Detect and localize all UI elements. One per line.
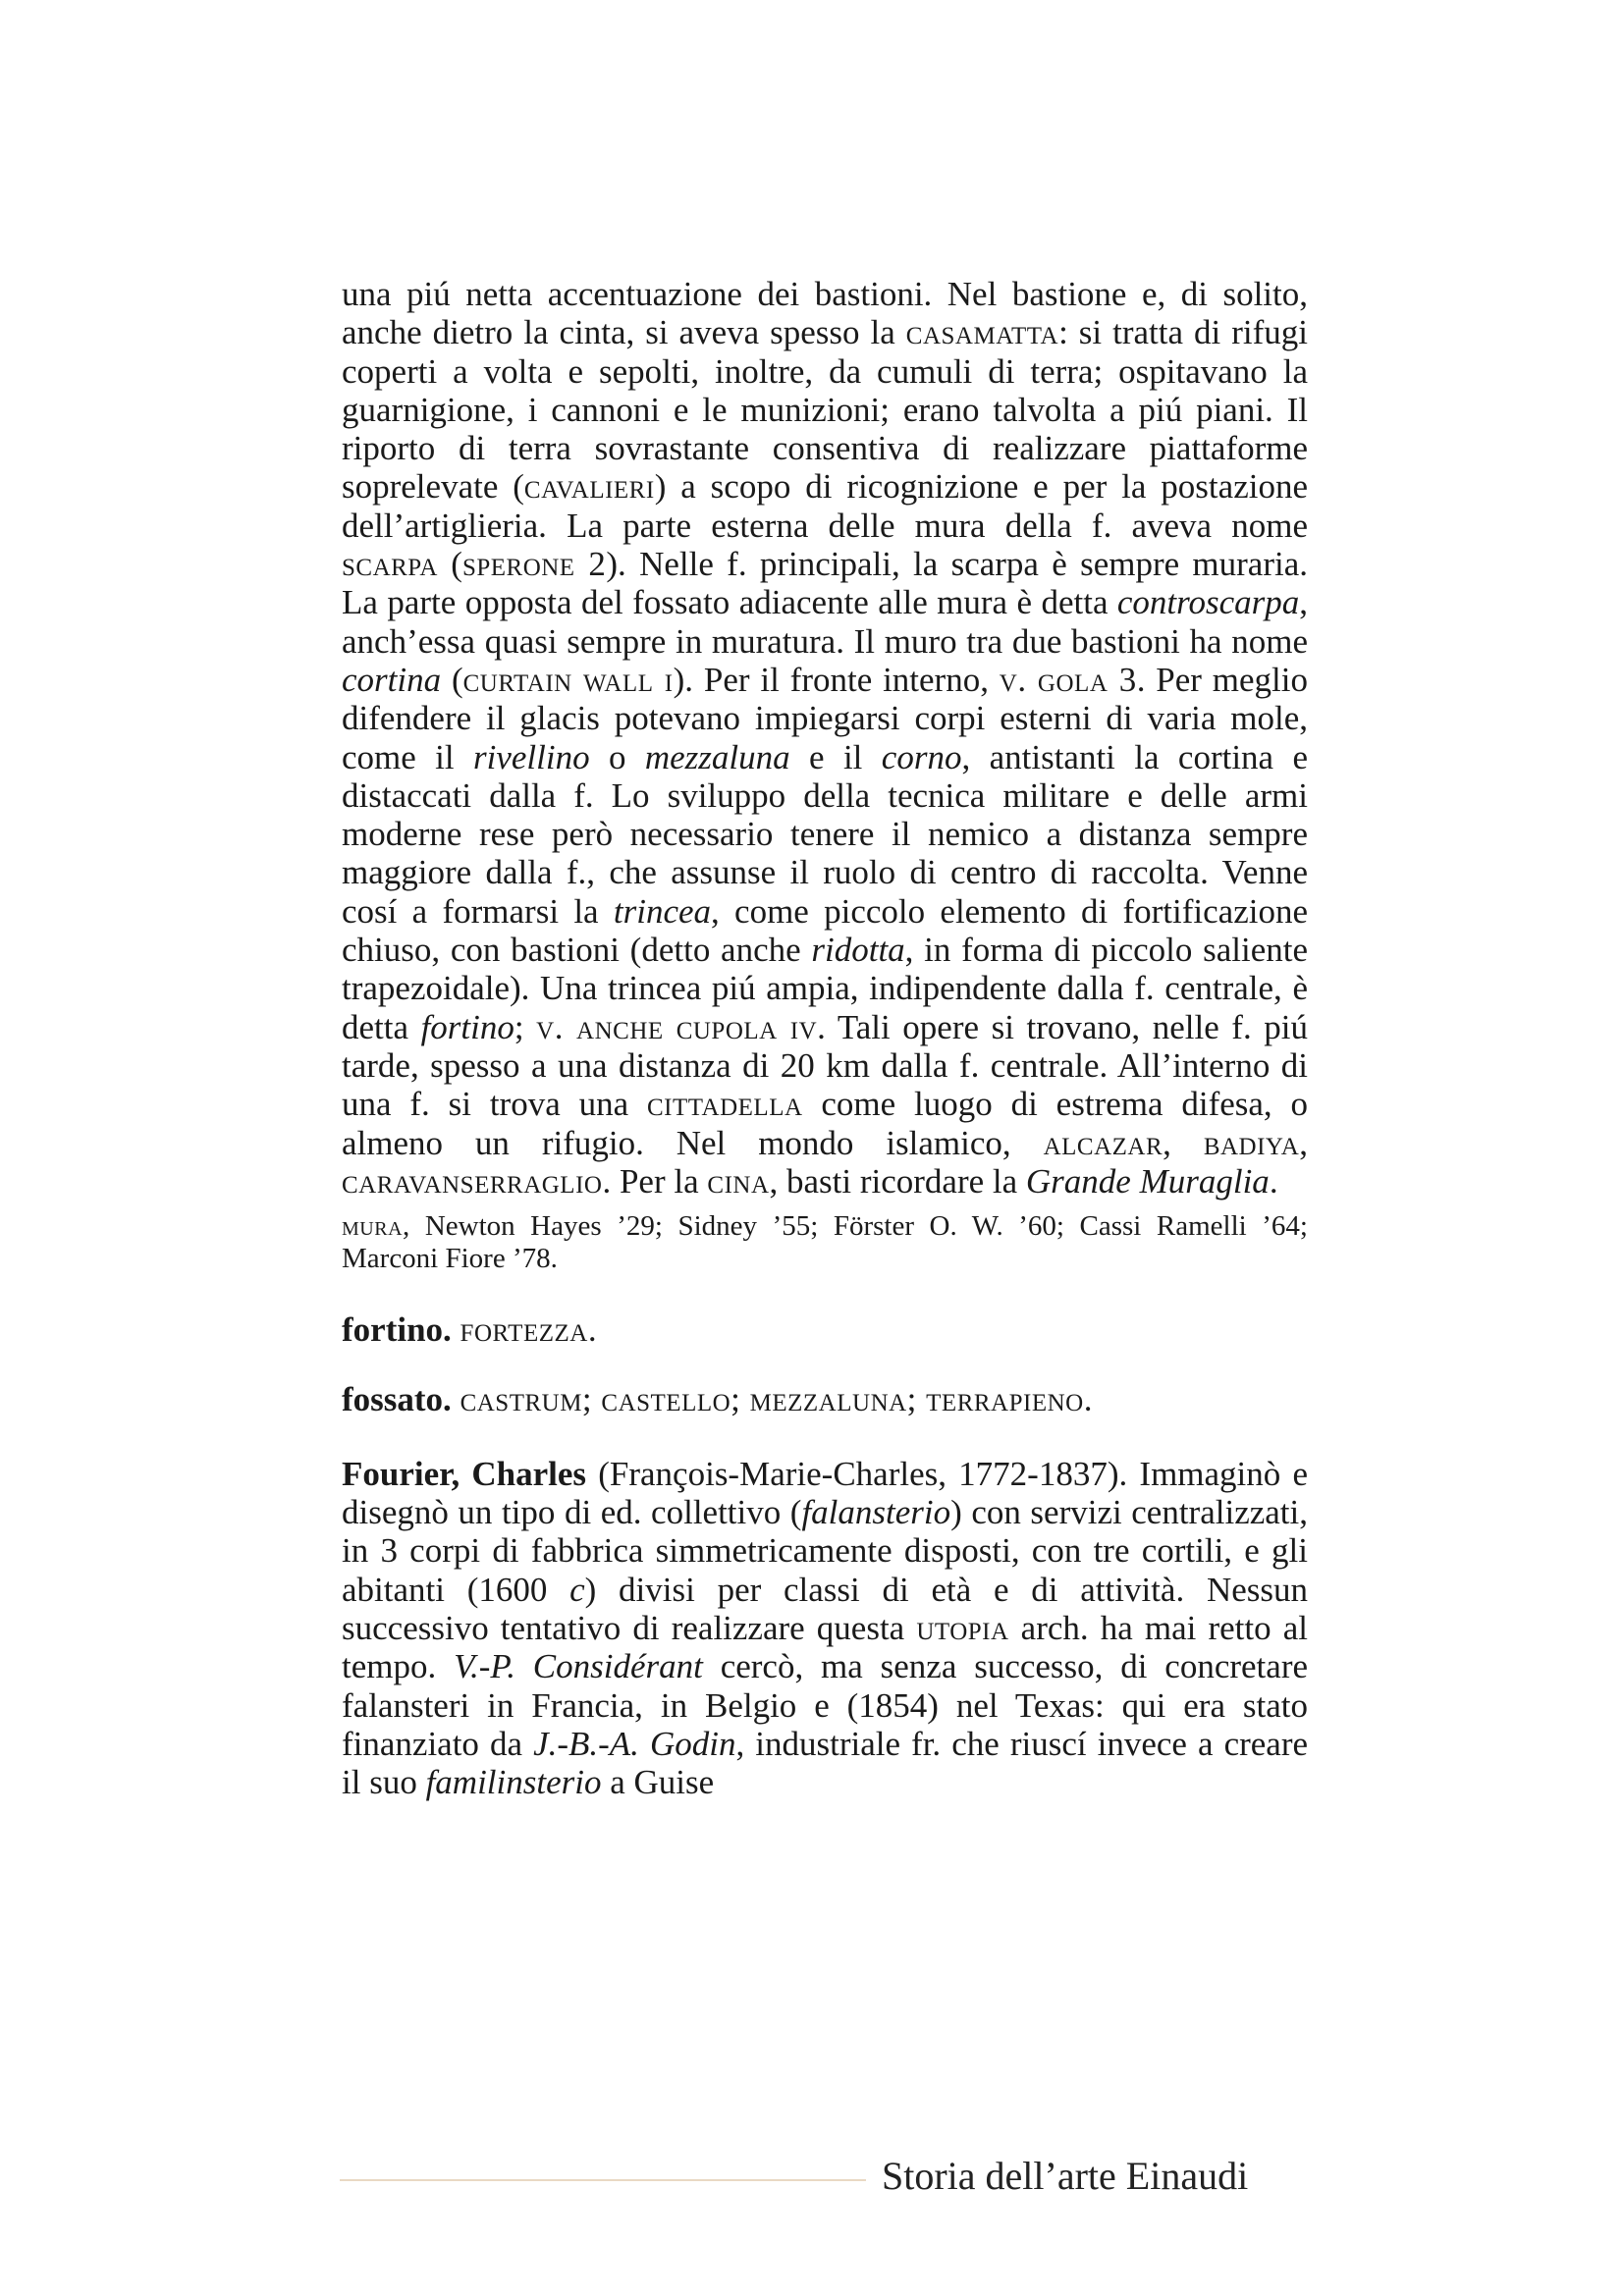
italic-term: trincea	[613, 891, 712, 931]
entry-fourier	[342, 1455, 1308, 1802]
cross-reference: badiya	[1203, 1123, 1300, 1162]
text-run	[452, 1380, 460, 1418]
cross-reference: fortezza.	[460, 1310, 598, 1350]
cross-reference: caravanserraglio	[342, 1161, 603, 1201]
text-run: come luogo di estrema difesa, o almeno un rifugio. Nel mondo islamico,	[342, 1085, 1309, 1162]
italic-term: mezzaluna	[644, 737, 790, 776]
text-run: o	[589, 737, 645, 776]
italic-term: familinsterio	[425, 1763, 602, 1802]
text-run: , antistanti la cortina e distaccati dalla f. Lo sviluppo della tecnica militare e delle armi moderne rese però necessario tenere il nemico a distanza sempre maggiore dalla f., che assunse il ruolo di centro di raccolta. Venne cosí a formarsi la	[342, 737, 1309, 931]
text-run: , in forma di piccolo saliente trapezoidale). Una trincea piú ampia, indipendente dalla f. centrale, è detta	[342, 931, 1308, 1046]
entry-headword: fossato.	[342, 1380, 452, 1419]
italic-term: Grande Muraglia	[1025, 1161, 1270, 1201]
text-run: , industriale fr. che riuscí invece a creare il suo	[342, 1724, 1309, 1802]
italic-term: V.-P. Considérant	[454, 1647, 703, 1686]
text-run: , come piccolo elemento di fortificazione chiuso, con bastioni (detto anche	[342, 891, 1308, 970]
cross-reference: v. anche cupola iv	[536, 1007, 818, 1046]
text-run: (	[437, 545, 462, 584]
bibliography-mura	[342, 1210, 1308, 1275]
text-run: una piú netta accentuazione dei bastioni. Nel bastione e, di solito, anche dietro la cinta, si aveva spesso la	[342, 275, 1308, 352]
text-run: e il	[789, 737, 882, 776]
text-run: . Tali opere si trovano, nelle f. piú tarde, spesso a una distanza di 20 km dalla f. centrale. All’interno di una f. si trova una	[342, 1007, 1308, 1124]
italic-term: ridotta	[811, 931, 905, 970]
cross-reference: cina	[707, 1161, 770, 1201]
text-run: , Newton Hayes ’29; Sidney ’55; Förster O. W. ’60; Cassi Ramelli ’64; Marconi Fiore ’78.	[342, 1210, 1308, 1275]
italic-term: fortino	[420, 1007, 514, 1046]
italic-term: falansterio	[801, 1493, 951, 1532]
cross-reference: curtain wall i	[462, 660, 674, 699]
cross-reference: utopia	[916, 1608, 1009, 1647]
text-run: ). Nelle f. principali, la scarpa è sempre muraria. La parte opposta del fossato adiacente alle mura è detta	[342, 545, 1309, 622]
italic-term: rivellino	[473, 737, 590, 776]
entry-fossato	[342, 1380, 1308, 1418]
cross-reference: alcazar	[1043, 1123, 1163, 1162]
italic-term: cortina	[342, 660, 442, 699]
text-run: ) divisi per classi di età e di attività. Nessun successivo tentativo di realizzare questa	[342, 1570, 1308, 1647]
text-run: ;	[514, 1007, 537, 1046]
entry-headword: fortino.	[342, 1310, 452, 1350]
text-run: ) a scopo di ricognizione e per la postazione dell’artiglieria. La parte esterna delle mura della f. aveva nome	[342, 467, 1308, 545]
footer-rule	[340, 2179, 866, 2181]
text-run: : si tratta di rifugi coperti a volta e sepolti, inoltre, da cumuli di terra; ospitavano la guarnigione, i cannoni e le munizioni; erano talvolta a piú piani. Il riporto di terra sovrastante consentiva di realizzare piattaforme soprelevate (	[342, 313, 1309, 507]
text-run: . Per la	[602, 1161, 708, 1201]
text-run	[452, 1310, 460, 1349]
text-run: . Per meglio difendere il glacis potevano impiegarsi corpi esterni di varia mole, come il	[342, 660, 1309, 776]
cross-reference: sperone 2	[461, 545, 607, 584]
text-run: ,	[1163, 1123, 1204, 1162]
cross-reference: mura	[342, 1210, 404, 1243]
text-run: cercò, ma senza successo, di concretare falansteri in Francia, in Belgio e (1854) nel Texas: qui era stato finanziato da	[342, 1647, 1309, 1763]
cross-reference: cittadella	[647, 1085, 803, 1124]
page-body	[342, 275, 1308, 1801]
italic-term: c	[569, 1570, 585, 1609]
text-run: , basti ricordare la	[769, 1161, 1026, 1201]
entry-headword: Fourier, Charles	[342, 1454, 587, 1493]
italic-term: controscarpa	[1116, 583, 1300, 622]
entry-fortino	[342, 1310, 1308, 1349]
italic-term: corno	[881, 737, 962, 776]
cross-reference: scarpa	[342, 545, 438, 584]
cross-reference: casamatta	[905, 313, 1059, 352]
cross-reference: cavalieri	[523, 467, 655, 507]
cross-reference: castrum; castello; mezzaluna; terrapieno.	[460, 1380, 1093, 1419]
text-run: (	[441, 660, 463, 699]
cross-reference: v. gola 3	[999, 660, 1137, 699]
text-run: .	[1269, 1161, 1278, 1201]
text-run: a Guise	[601, 1763, 715, 1802]
entry-fortezza-continuation	[342, 275, 1308, 1201]
text-run: ) con servizi centralizzati, in 3 corpi di fabbrica simmetricamente disposti, con tre cortili, e gli abitanti (1600	[342, 1493, 1308, 1609]
text-run: ,	[1299, 1123, 1309, 1162]
italic-term: J.-B.-A. Godin	[533, 1724, 736, 1763]
text-run: (François-Marie-Charles, 1772-1837). Immaginò e disegnò un tipo di ed. collettivo (	[342, 1454, 1308, 1532]
text-run: arch. ha mai retto al tempo.	[342, 1608, 1308, 1686]
text-run: ). Per il fronte interno,	[673, 660, 1000, 699]
footer-publisher: Storia dell’arte Einaudi	[882, 2154, 1249, 2198]
text-run: , anch’essa quasi sempre in muratura. Il muro tra due bastioni ha nome	[342, 583, 1308, 661]
